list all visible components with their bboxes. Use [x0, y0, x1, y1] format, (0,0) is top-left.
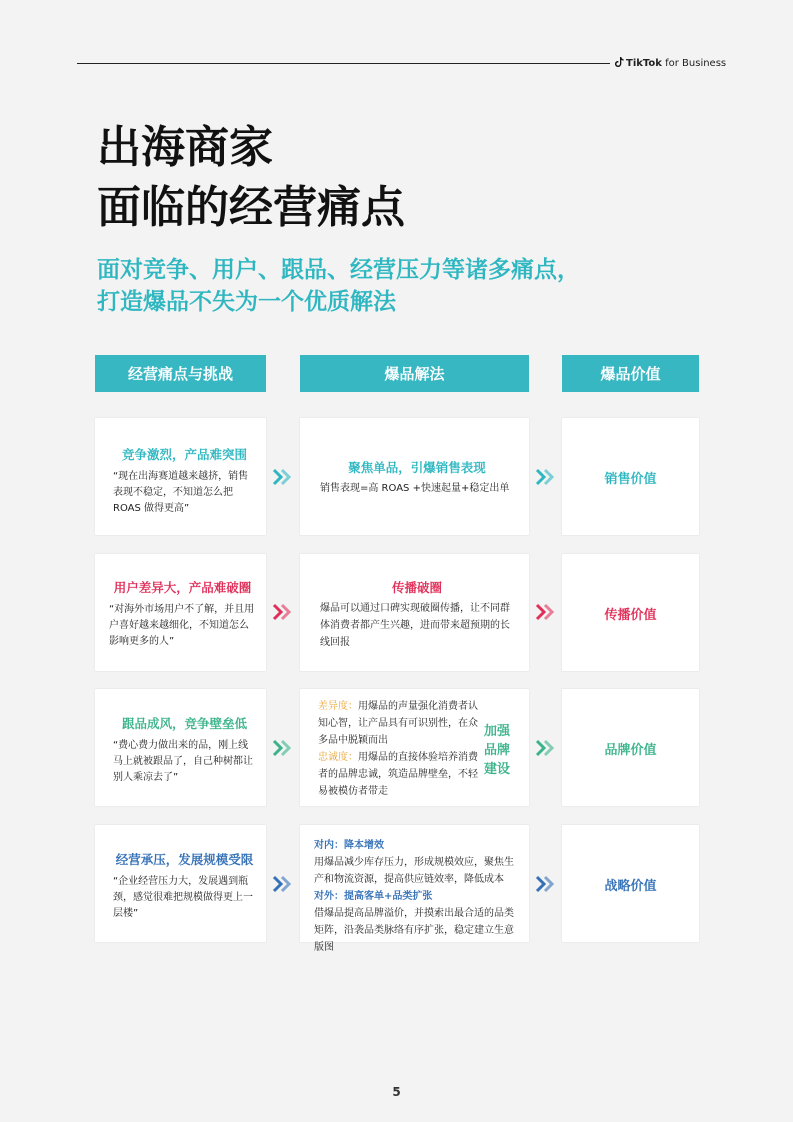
value-label: 销售价值: [604, 472, 657, 487]
pain-card-4: [95, 825, 266, 942]
brand-name: TikTok: [626, 58, 662, 69]
pain-card-2: [95, 554, 266, 671]
solution-point-differentiation: [318, 698, 478, 749]
solution-title: 传播破圈: [391, 580, 442, 595]
chevron-right-icon: [535, 875, 557, 893]
header-rule: [77, 63, 610, 64]
solution-side-label: [484, 722, 520, 779]
solution-card-1: [300, 418, 529, 535]
side-line: 品牌: [484, 743, 511, 758]
value-label: 品牌价值: [604, 743, 657, 758]
pain-quote: “费心费力做出来的品，刚上线马上就被跟品了，自己种树都让别人乘凉去了”: [113, 740, 253, 783]
tiktok-icon: [615, 57, 624, 67]
solution-point-text: 用爆品的直接体验培养消费者的品牌忠诚，筑造品牌壁垒，不轻易被模仿者带走: [318, 752, 478, 797]
column-header-solution: 爆品解法: [300, 355, 529, 392]
solution-point-label: 对外：提高客单+品类扩张: [314, 891, 433, 902]
solution-point-label: 对内：降本增效: [314, 840, 384, 851]
chevron-right-icon: [272, 875, 294, 893]
solution-point-loyalty: [318, 749, 478, 800]
pain-title: 竞争激烈，产品难突围: [121, 447, 247, 462]
value-card-3: [562, 689, 699, 806]
page-subtitle: [97, 254, 580, 318]
solution-card-2: [300, 554, 529, 671]
page-title: [97, 118, 405, 238]
side-line: 加强: [484, 724, 511, 739]
value-card-1: [562, 418, 699, 535]
column-header-value: 爆品价值: [562, 355, 699, 392]
solution-point-label: 忠诚度：: [318, 752, 358, 763]
value-label: 战略价值: [604, 879, 657, 894]
pain-card-3: [95, 689, 266, 806]
brand-suffix: for Business: [661, 58, 727, 69]
value-card-2: [562, 554, 699, 671]
solution-point-text: 用爆品减少库存压力，形成规模效应，聚焦生产和物流资源，提高供应链效率，降低成本: [314, 857, 514, 885]
chevron-right-icon: [272, 739, 294, 757]
solution-card-4: [300, 825, 529, 953]
pain-quote: “企业经营压力大，发展遇到瓶颈，感觉很难把规模做得更上一层楼”: [113, 876, 253, 919]
title-line-1: 出海商家: [97, 122, 273, 173]
chevron-right-icon: [535, 739, 557, 757]
solution-point-text: 借爆品提高品牌溢价，并摸索出最合适的品类矩阵，沿袭品类脉络有序扩张，稳定建立生意版图: [314, 908, 514, 953]
solution-text: 爆品可以通过口碑实现破圈传播，让不同群体消费者都产生兴趣，进而带来超预期的长线回报: [320, 603, 510, 648]
value-label: 传播价值: [604, 608, 657, 623]
column-header-pain: 经营痛点与挑战: [95, 355, 266, 392]
side-line: 建设: [484, 762, 511, 777]
pain-card-1: [95, 418, 266, 535]
pain-title: 经营承压，发展规模受限: [115, 852, 254, 867]
brand-logo: [615, 57, 726, 69]
pain-quote: “现在出海赛道越来越挤，销售表现不稳定，不知道怎么把 ROAS 做得更高”: [113, 471, 249, 514]
solution-point-text: 用爆品的声量强化消费者认知心智，让产品具有可识别性，在众多品中脱颖而出: [318, 701, 478, 746]
solution-card-3: [300, 689, 529, 806]
title-line-2: 面临的经营痛点: [97, 182, 405, 233]
chevron-right-icon: [272, 468, 294, 486]
solution-title: 聚焦单品，引爆销售表现: [348, 460, 486, 475]
solution-text: 销售表现=高 ROAS +快速起量+稳定出单: [320, 483, 510, 494]
pain-title: 跟品成风，竞争壁垒低: [121, 716, 247, 731]
chevron-right-icon: [535, 468, 557, 486]
value-card-4: [562, 825, 699, 942]
subtitle-line-2: 打造爆品不失为一个优质解法: [97, 289, 396, 315]
page-number: 5: [392, 1085, 401, 1099]
chevron-right-icon: [272, 603, 294, 621]
pain-title: 用户差异大，产品难破圈: [113, 580, 252, 595]
chevron-right-icon: [535, 603, 557, 621]
pain-quote: “对海外市场用户不了解，并且用户喜好越来越细化，不知道怎么影响更多的人”: [109, 604, 255, 647]
solution-point-label: 差异度：: [318, 701, 358, 712]
subtitle-line-1: 面对竞争、用户、跟品、经营压力等诸多痛点，: [97, 257, 580, 283]
